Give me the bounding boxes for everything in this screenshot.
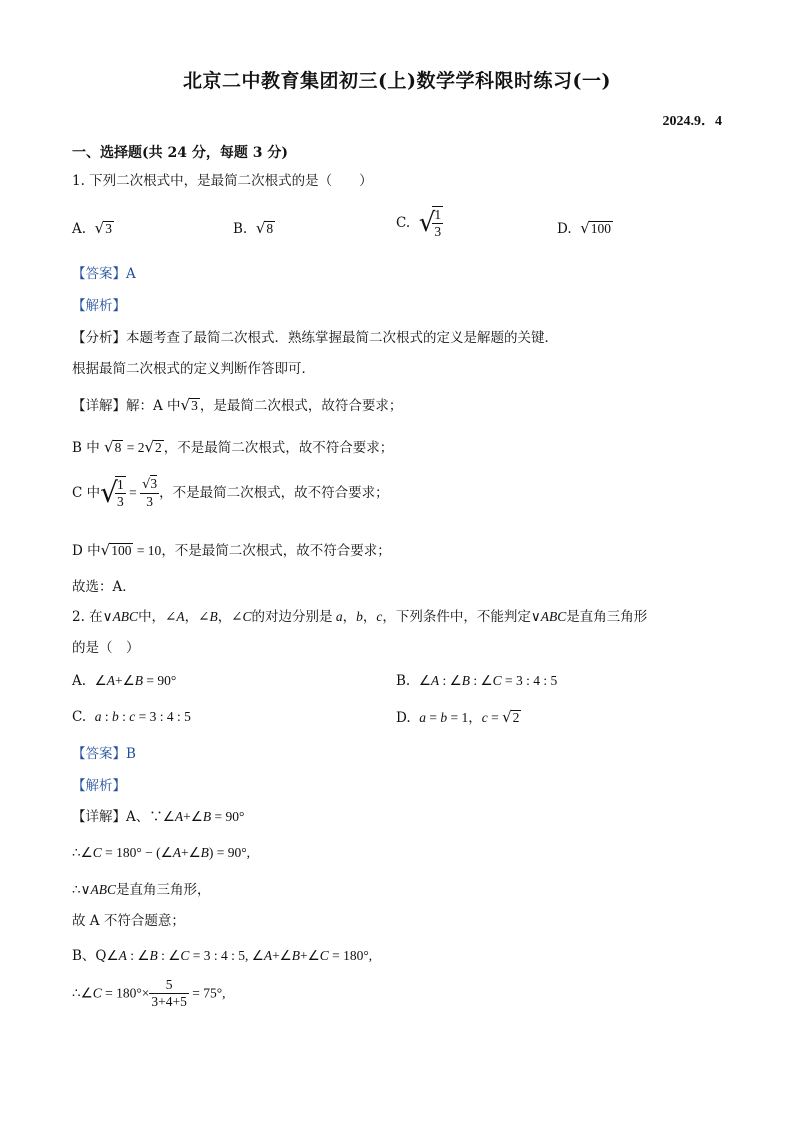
q1-option-c: C. √ $\frac{1}{3}$	[396, 207, 442, 239]
q2-analysis-label: 【解析】	[72, 778, 126, 794]
q1-detail-b: B 中 √8 = 2√2 ，不是最简二次根式，故不符合要求；	[72, 438, 394, 456]
q2-option-b: B. ∠A : ∠B : ∠C = 3 : 4 : 5	[396, 673, 558, 689]
q1-fenxi-2: 根据最简二次根式的定义判断作答即可．	[72, 361, 315, 377]
q1-detail-d: D 中√100 = 10，不是最简二次根式，故不符合要求；	[72, 541, 391, 559]
q1-option-a: A. √3	[72, 219, 112, 237]
q1-analysis-label: 【解析】	[72, 298, 126, 314]
q2-option-d: D. a = b = 1，c = √2	[396, 708, 520, 726]
q2-detail-b: B、Q∠A : ∠B : ∠C = 3 : 4 : 5, ∠A+∠B+∠C = 180°,	[72, 948, 373, 964]
q2-answer: 【答案】B	[72, 746, 136, 762]
q1-fenxi: 【分析】本题考查了最简二次根式．熟练掌握最简二次根式的定义是解题的关键．	[72, 330, 558, 346]
exam-date: 2024.9．4	[662, 114, 722, 129]
q2-detail-a: 【详解】A、∵∠A+∠B = 90°	[72, 809, 245, 825]
q1-answer: 【答案】A	[72, 266, 136, 282]
q1-option-d: D. √100	[557, 219, 612, 237]
q2-step-4: ∴∠C = 180°× $\frac{5}{3+4+5}$ = 75°,	[72, 977, 226, 1009]
q1-stem: 1. 下列二次根式中，是最简二次根式的是（ ）	[72, 173, 373, 189]
section-heading: 一、选择题(共 24 分，每题 3 分)	[72, 145, 288, 161]
page-title: 北京二中教育集团初三(上)数学学科限时练习(一)	[183, 70, 611, 92]
q1-option-b: B. √8	[233, 219, 274, 237]
q2-stem-line2: 的是（ ）	[72, 640, 140, 656]
q1-detail-c: C 中√ $\frac{1}{3}$ = $\frac{√3}{3}$ ，不是最简二次根式，故不符合要求；	[72, 476, 389, 509]
q1-detail-a: 【详解】解：A 中√3 ，是最简二次根式，故符合要求；	[72, 396, 403, 414]
q2-stem-line1: 2. 在∨ABC中，∠A，∠B，∠C的对边分别是 a，b，c，下列条件中，不能判定∨ABC是直角三角形	[72, 609, 648, 625]
q2-option-a: A. ∠A+∠B = 90°	[72, 673, 177, 689]
q2-step-1: ∴∠C = 180° − (∠A+∠B) = 90°,	[72, 845, 251, 861]
q2-step-3: 故 A 不符合题意；	[72, 913, 185, 929]
q2-option-c: C. a : b : c = 3 : 4 : 5	[72, 709, 191, 725]
q2-step-2: ∴∨ABC是直角三角形，	[72, 882, 211, 898]
q1-choose: 故选：A．	[72, 579, 136, 595]
